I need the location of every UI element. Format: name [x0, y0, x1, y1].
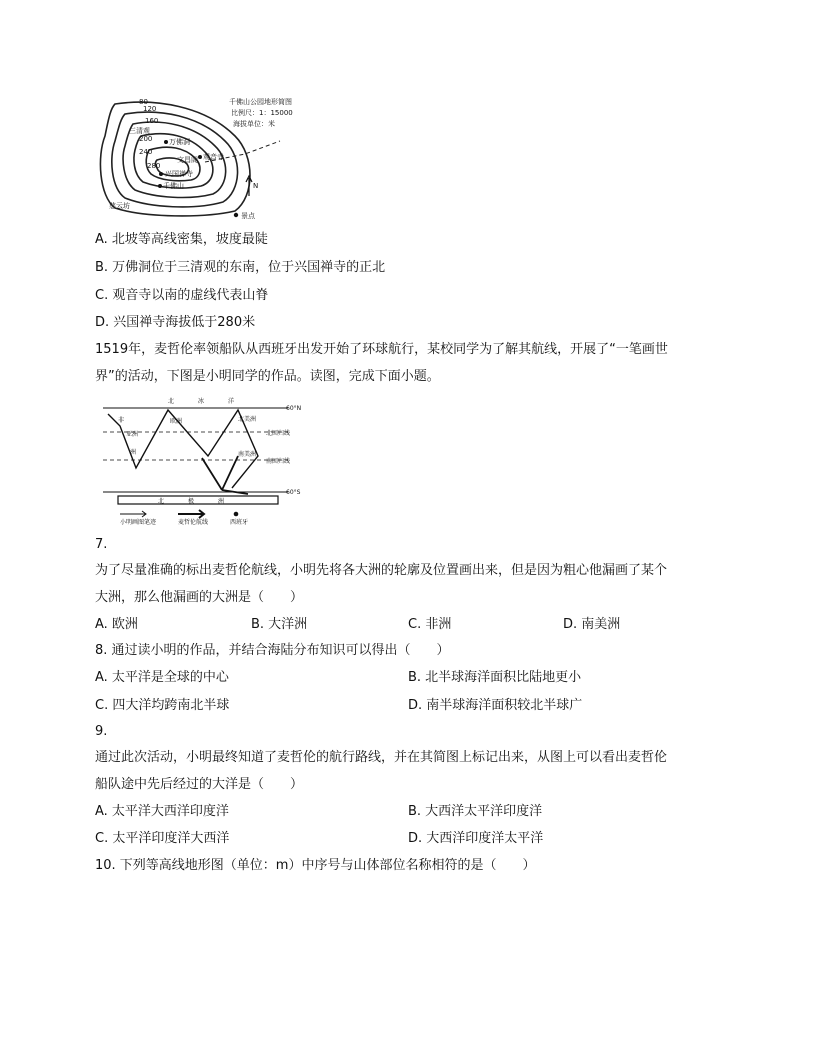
ocean-label: 冰: [198, 398, 205, 405]
continent-label: 非: [118, 417, 125, 424]
north-label: N: [253, 182, 259, 190]
place-label: 千佛山: [163, 182, 184, 190]
q7-stem-2: 大洲，那么他漏画的大洲是（ ）: [95, 590, 304, 605]
q9-option-a: A. 太平洋大西洋印度洋: [95, 804, 229, 819]
continent-label: 洲: [218, 498, 225, 505]
magellan-route-figure: [98, 396, 308, 526]
place-label: 文昌阁: [177, 156, 198, 164]
q7-option-b: B. 大洋洲: [251, 617, 308, 632]
place-label: 三清观: [129, 127, 150, 135]
point-legend-label: 景点: [241, 212, 255, 220]
q7-number: 7.: [95, 537, 108, 552]
place-label: 慈云坊: [109, 202, 130, 210]
map-scale: 比例尺：1：15000: [231, 109, 293, 117]
q7-stem-1: 为了尽量准确的标出麦哲伦航线，小明先将各大洲的轮廓及位置画出来，但是因为粗心他漏画了某个: [95, 563, 668, 578]
q7-option-d: D. 南美洲: [563, 617, 621, 632]
q9-option-d: D. 大西洋印度洋太平洋: [408, 831, 544, 846]
q8-option-b: B. 北半球海洋面积比陆地更小: [408, 670, 582, 685]
latitude-label: 60°S: [286, 489, 301, 496]
q7-option-c: C. 非洲: [408, 617, 452, 632]
q6-option-a: A. 北坡等高线密集，坡度最陡: [95, 232, 268, 247]
map-legend-title: 千佛山公园地形简图: [229, 98, 292, 106]
contour-label: 240: [139, 148, 153, 156]
spain-legend-icon: [234, 512, 239, 517]
map-unit: 海拔单位：米: [233, 120, 275, 128]
q10-stem: 10. 下列等高线地形图（单位：m）中序号与山体部位名称相符的是（ ）: [95, 858, 536, 873]
q9-option-b: B. 大西洋太平洋印度洋: [408, 804, 543, 819]
contour-map-figure: [95, 96, 293, 220]
contour-label: 80: [139, 98, 148, 106]
place-label: 观音寺: [203, 153, 224, 161]
tropic-label: 北回归线: [266, 430, 291, 437]
magellan-route: [202, 456, 248, 494]
q8-option-c: C. 四大洋均跨南北半球: [95, 698, 230, 713]
latitude-label: 60°N: [286, 405, 302, 412]
continent-label: 北: [158, 498, 165, 505]
contour-label: 120: [143, 105, 157, 113]
legend-label: 小明画图笔迹: [120, 519, 157, 526]
legend-label: 麦哲伦航线: [178, 519, 209, 526]
q9-stem-2: 船队途中先后经过的大洋是（ ）: [95, 777, 304, 792]
tropic-label: 南回归线: [266, 458, 291, 465]
q7-option-a: A. 欧洲: [95, 617, 138, 632]
continent-label: 洲: [130, 449, 137, 456]
intro-line-1: 1519年，麦哲伦率领船队从西班牙出发开始了环球航行，某校同学为了解其航线，开展了“一笔画世: [95, 342, 668, 357]
continent-label: 南美洲: [238, 451, 257, 458]
place-label: 兴国禅寺: [165, 170, 193, 178]
q8-option-a: A. 太平洋是全球的中心: [95, 670, 229, 685]
place-label: 万佛洞: [169, 138, 190, 146]
ocean-label: 北: [168, 398, 175, 405]
legend-label: 西班牙: [230, 519, 249, 526]
scenic-point-icon: [198, 155, 202, 159]
q9-number: 9.: [95, 724, 108, 739]
scenic-point-icon: [158, 184, 162, 188]
contour-label: 160: [145, 117, 159, 125]
scenic-point-icon: [159, 172, 163, 176]
q8-stem: 8. 通过读小明的作品，并结合海陆分布知识可以得出（ ）: [95, 643, 450, 658]
continent-label: 欧洲: [170, 418, 183, 425]
contour-label: 280: [147, 162, 161, 170]
pen-stroke-legend-icon: [120, 511, 146, 517]
continent-label: 北美洲: [238, 416, 257, 423]
q8-option-d: D. 南半球海洋面积较北半球广: [408, 698, 583, 713]
scenic-point-icon: [164, 140, 168, 144]
continent-label: 极: [188, 498, 195, 505]
ocean-label: 洋: [228, 398, 235, 405]
q9-option-c: C. 太平洋印度洋大西洋: [95, 831, 230, 846]
q6-option-d: D. 兴国禅寺海拔低于280米: [95, 315, 256, 330]
continent-label: 亚洲: [126, 431, 139, 438]
route-legend-icon: [178, 510, 204, 518]
intro-line-2: 界”的活动，下图是小明同学的作品。读图，完成下面小题。: [95, 369, 440, 384]
point-legend-icon: [234, 213, 238, 217]
q6-option-b: B. 万佛洞位于三清观的东南，位于兴国禅寺的正北: [95, 260, 386, 275]
contour-label: 200: [139, 135, 153, 143]
q9-stem-1: 通过此次活动，小明最终知道了麦哲伦的航行路线，并在其简图上标记出来，从图上可以看出麦哲伦: [95, 750, 668, 765]
q6-option-c: C. 观音寺以南的虚线代表山脊: [95, 288, 269, 303]
antarctica-outline: [118, 496, 278, 504]
